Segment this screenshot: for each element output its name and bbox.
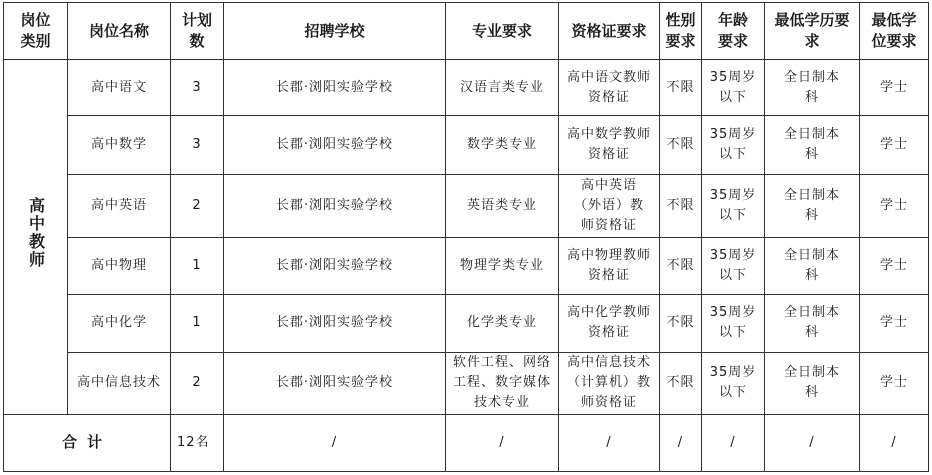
table-row: [4, 353, 929, 414]
school-cell: 长郡·浏阳实验学校: [224, 238, 446, 294]
education-cell: 全日制本科: [765, 353, 860, 414]
count-cell: 2: [171, 174, 224, 237]
age-cell: 35周岁以下: [702, 294, 765, 352]
certificate-cell: 高中数学教师资格证: [559, 116, 660, 174]
degree-cell: 学士: [860, 294, 929, 352]
count-cell: 1: [171, 294, 224, 352]
position-cell: 高中数学: [68, 116, 171, 174]
table-row: [4, 116, 929, 174]
certificate-cell: 高中语文教师资格证: [559, 60, 660, 116]
school-cell: 长郡·浏阳实验学校: [224, 174, 446, 237]
table-row: [4, 294, 929, 352]
education-cell: 全日制本科: [765, 174, 860, 237]
total-label-cell: [4, 414, 171, 471]
total-gender-cell: /: [660, 414, 702, 471]
position-cell: 高中语文: [68, 60, 171, 116]
certificate-cell: 高中化学教师资格证: [559, 294, 660, 352]
total-degree-cell: /: [860, 414, 929, 471]
total-certificate-cell: /: [559, 414, 660, 471]
position-cell: 高中化学: [68, 294, 171, 352]
degree-cell: 学士: [860, 174, 929, 237]
total-label: 合计: [61, 432, 112, 451]
degree-cell: 学士: [860, 353, 929, 414]
gender-cell: 不限: [660, 353, 702, 414]
school-cell: 长郡·浏阳实验学校: [224, 60, 446, 116]
major-cell: 化学类专业: [446, 294, 559, 352]
school-cell: 长郡·浏阳实验学校: [224, 353, 446, 414]
recruitment-table: [3, 2, 929, 472]
degree-cell: 学士: [860, 238, 929, 294]
total-school-cell: /: [224, 414, 446, 471]
total-count-cell: 12名: [171, 414, 224, 471]
major-cell: 汉语言类专业: [446, 60, 559, 116]
age-cell: 35周岁以下: [702, 116, 765, 174]
table-row: [4, 238, 929, 294]
position-cell: 高中信息技术: [68, 353, 171, 414]
age-cell: 35周岁以下: [702, 60, 765, 116]
certificate-cell: 高中物理教师资格证: [559, 238, 660, 294]
total-age-cell: /: [702, 414, 765, 471]
count-cell: 3: [171, 60, 224, 116]
header-certificate: 资格证要求: [559, 3, 660, 60]
major-cell: 数学类专业: [446, 116, 559, 174]
gender-cell: 不限: [660, 60, 702, 116]
education-cell: 全日制本科: [765, 238, 860, 294]
category-label: 高中教师: [26, 197, 46, 270]
position-cell: 高中物理: [68, 238, 171, 294]
major-cell: 英语类专业: [446, 174, 559, 237]
age-cell: 35周岁以下: [702, 174, 765, 237]
header-education: 最低学历要求: [765, 3, 860, 60]
header-major: 专业要求: [446, 3, 559, 60]
count-cell: 1: [171, 238, 224, 294]
category-cell: [4, 60, 68, 415]
certificate-cell: 高中信息技术（计算机）教师资格证: [559, 353, 660, 414]
position-cell: 高中英语: [68, 174, 171, 237]
header-count: 计划数: [171, 3, 224, 60]
major-cell: 物理学类专业: [446, 238, 559, 294]
table-row: [4, 174, 929, 237]
header-age: 年龄要求: [702, 3, 765, 60]
gender-cell: 不限: [660, 294, 702, 352]
count-cell: 2: [171, 353, 224, 414]
degree-cell: 学士: [860, 116, 929, 174]
total-major-cell: /: [446, 414, 559, 471]
degree-cell: 学士: [860, 60, 929, 116]
gender-cell: 不限: [660, 238, 702, 294]
gender-cell: 不限: [660, 174, 702, 237]
header-degree: 最低学位要求: [860, 3, 929, 60]
gender-cell: 不限: [660, 116, 702, 174]
header-gender: 性别要求: [660, 3, 702, 60]
header-position: 岗位名称: [68, 3, 171, 60]
certificate-cell: 高中英语（外语）教师资格证: [559, 174, 660, 237]
age-cell: 35周岁以下: [702, 238, 765, 294]
education-cell: 全日制本科: [765, 294, 860, 352]
header-row: [4, 3, 929, 60]
table-row: [4, 60, 929, 116]
count-cell: 3: [171, 116, 224, 174]
school-cell: 长郡·浏阳实验学校: [224, 116, 446, 174]
header-school: 招聘学校: [224, 3, 446, 60]
major-cell: 软件工程、网络工程、数字媒体技术专业: [446, 353, 559, 414]
header-category: 岗位类别: [4, 3, 68, 60]
age-cell: 35周岁以下: [702, 353, 765, 414]
total-education-cell: /: [765, 414, 860, 471]
total-row: [4, 414, 929, 471]
education-cell: 全日制本科: [765, 116, 860, 174]
education-cell: 全日制本科: [765, 60, 860, 116]
school-cell: 长郡·浏阳实验学校: [224, 294, 446, 352]
